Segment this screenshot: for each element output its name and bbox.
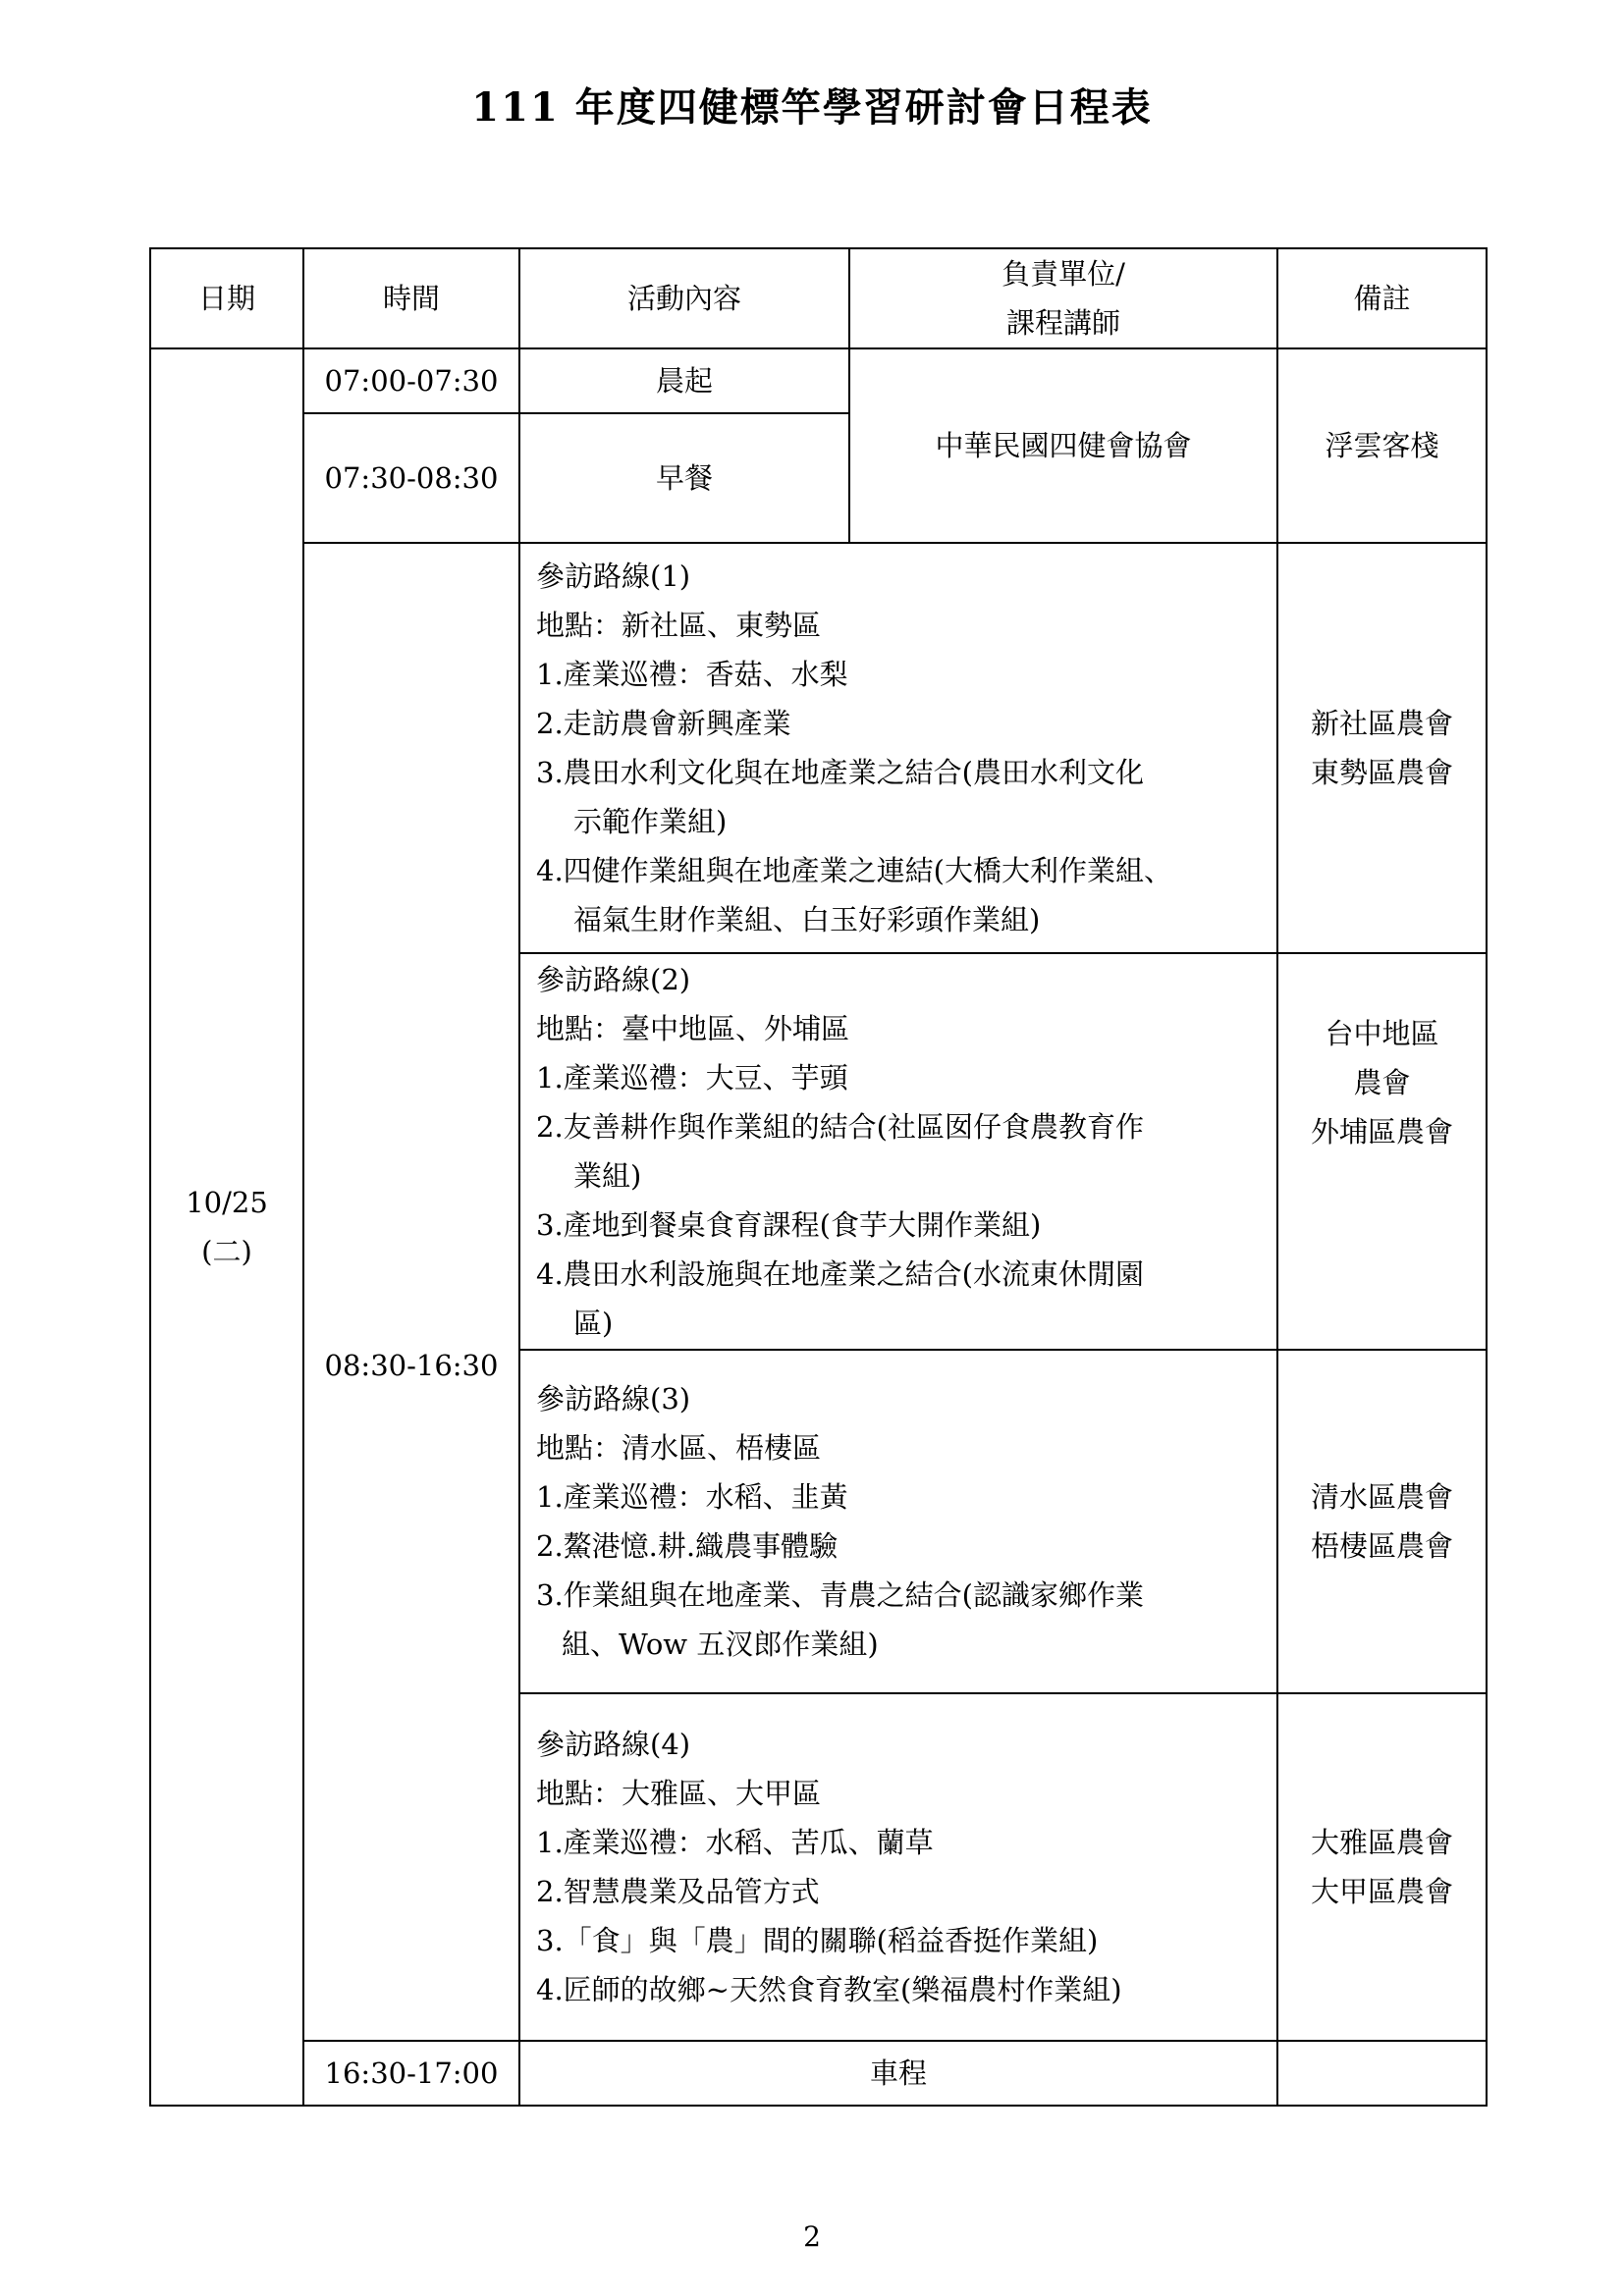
note-line: 東勢區農會: [1310, 756, 1453, 789]
header-note: 備註: [1277, 248, 1487, 348]
route-4-note: [1277, 1693, 1487, 2041]
route-location: 地點：大雅區、大甲區: [536, 1777, 822, 1810]
note-cell: [1277, 2041, 1487, 2106]
header-unit-line1: 負責單位/: [1001, 257, 1125, 291]
note-line: 新社區農會: [1310, 707, 1453, 740]
unit-cell: 中華民國四健會協會: [849, 348, 1277, 543]
route-3-cell: [519, 1350, 1277, 1693]
route-2-cell: [519, 953, 1277, 1350]
route-item: 3.產地到餐桌食育課程(食芋大開作業組): [536, 1208, 1042, 1242]
route-4-cell: [519, 1693, 1277, 2041]
route-item: 4.農田水利設施與在地產業之結合(水流東休閒園: [536, 1257, 1144, 1291]
route-item: 3.「食」與「農」間的關聯(稻益香挺作業組): [536, 1924, 1099, 1957]
note-line: 梧棲區農會: [1310, 1529, 1453, 1563]
activity-cell: 晨起: [519, 348, 849, 413]
route-location: 地點：新社區、東勢區: [536, 609, 822, 642]
route-item: 福氣生財作業組、白玉好彩頭作業組): [573, 903, 1041, 936]
route-item: 2.智慧農業及品管方式: [536, 1875, 820, 1908]
header-unit-line2: 課程講師: [1005, 306, 1120, 340]
note-line: 台中地區: [1325, 1017, 1439, 1050]
schedule-table: [149, 247, 1488, 2107]
header-activity: 活動內容: [519, 248, 849, 348]
route-1-cell: [519, 543, 1277, 953]
route-2-note: [1277, 953, 1487, 1350]
note-line: 外埔區農會: [1310, 1115, 1453, 1148]
note-cell: 浮雲客棧: [1277, 348, 1487, 543]
route-item: 2.走訪農會新興產業: [536, 707, 791, 740]
route-item: 區): [573, 1307, 614, 1340]
route-1-note: [1277, 543, 1487, 953]
note-line: 大雅區農會: [1310, 1826, 1453, 1859]
route-item: 3.作業組與在地產業、青農之結合(認識家鄉作業: [536, 1578, 1144, 1612]
note-line: 大甲區農會: [1310, 1875, 1453, 1908]
activity-cell: 早餐: [519, 413, 849, 543]
route-item: 示範作業組): [573, 805, 728, 838]
route-item: 1.產業巡禮：水稻、苦瓜、蘭草: [536, 1826, 934, 1859]
document-title: 111 年度四健標竿學習研討會日程表: [471, 84, 1153, 131]
route-item: 組、Wow 五汊郎作業組): [562, 1628, 879, 1661]
route-3-note: [1277, 1350, 1487, 1693]
table-header-row: [150, 248, 1487, 348]
route-title: 參訪路線(3): [536, 1382, 691, 1415]
note-line: 清水區農會: [1310, 1480, 1453, 1514]
route-item: 1.產業巡禮：大豆、芋頭: [536, 1061, 848, 1095]
date-day: 10/25: [186, 1186, 268, 1219]
route-item: 2.鰲港憶.耕.織農事體驗: [536, 1529, 839, 1563]
table-row: [150, 543, 1487, 953]
date-weekday: (二): [201, 1235, 252, 1268]
activity-cell: 車程: [519, 2041, 1277, 2106]
header-date: 日期: [150, 248, 303, 348]
route-item: 2.友善耕作與作業組的結合(社區囡仔食農教育作: [536, 1110, 1144, 1144]
route-location: 地點：臺中地區、外埔區: [536, 1012, 850, 1045]
route-item: 4.四健作業組與在地產業之連結(大橋大利作業組、: [536, 854, 1172, 887]
route-item: 3.農田水利文化與在地產業之結合(農田水利文化: [536, 756, 1144, 789]
table-row: [150, 348, 1487, 413]
table-row: [150, 2041, 1487, 2106]
tour-time-cell: 08:30-16:30: [303, 543, 519, 2041]
route-item: 1.產業巡禮：香菇、水梨: [536, 658, 848, 691]
header-time: 時間: [303, 248, 519, 348]
route-title: 參訪路線(1): [536, 560, 691, 593]
route-location: 地點：清水區、梧棲區: [536, 1431, 822, 1465]
time-cell: 07:00-07:30: [303, 348, 519, 413]
time-cell: 07:30-08:30: [303, 413, 519, 543]
route-title: 參訪路線(4): [536, 1728, 691, 1761]
time-cell: 16:30-17:00: [303, 2041, 519, 2106]
route-item: 4.匠師的故鄉~天然食育教室(樂福農村作業組): [536, 1973, 1122, 2006]
page-number: 2: [803, 2220, 821, 2253]
route-item: 業組): [573, 1159, 642, 1193]
route-title: 參訪路線(2): [536, 963, 691, 996]
date-cell: [150, 348, 303, 2106]
route-item: 1.產業巡禮：水稻、韭黃: [536, 1480, 848, 1514]
header-unit: [849, 248, 1277, 348]
note-line: 農會: [1353, 1066, 1411, 1099]
